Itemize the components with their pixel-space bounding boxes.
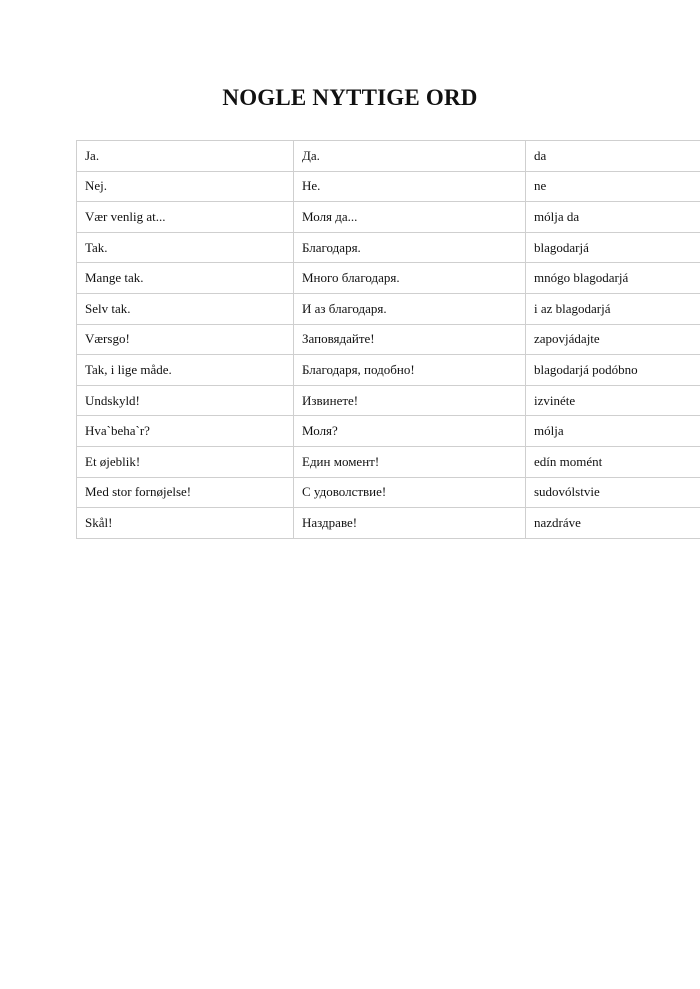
table-row xyxy=(77,324,700,355)
table-row xyxy=(77,293,700,324)
danish-cell: Værsgo! xyxy=(77,324,294,355)
table-row xyxy=(77,446,700,477)
bulgarian-cell: Да. xyxy=(294,141,526,172)
transliteration-cell: nazdráve xyxy=(526,508,700,539)
bulgarian-cell: Моля да... xyxy=(294,202,526,233)
bulgarian-cell: Благодаря. xyxy=(294,232,526,263)
table-row xyxy=(77,141,700,172)
transliteration-cell: da xyxy=(526,141,700,172)
bulgarian-cell: Извинете! xyxy=(294,385,526,416)
transliteration-cell: zapovjádajte xyxy=(526,324,700,355)
danish-cell: Et øjeblik! xyxy=(77,446,294,477)
transliteration-cell: blagodarjá podóbno xyxy=(526,355,700,386)
danish-cell: Tak, i lige måde. xyxy=(77,355,294,386)
transliteration-cell: izvinéte xyxy=(526,385,700,416)
table-row xyxy=(77,355,700,386)
transliteration-cell: mólja xyxy=(526,416,700,447)
bulgarian-cell: Един момент! xyxy=(294,446,526,477)
danish-cell: Med stor fornøjelse! xyxy=(77,477,294,508)
danish-cell: Mange tak. xyxy=(77,263,294,294)
table-row xyxy=(77,385,700,416)
bulgarian-cell: Много благодаря. xyxy=(294,263,526,294)
page-title: NOGLE NYTTIGE ORD xyxy=(222,85,478,110)
bulgarian-cell: Не. xyxy=(294,171,526,202)
danish-cell: Nej. xyxy=(77,171,294,202)
bulgarian-cell: Наздраве! xyxy=(294,508,526,539)
transliteration-cell: ne xyxy=(526,171,700,202)
table-row xyxy=(77,263,700,294)
table-row xyxy=(77,416,700,447)
phrase-table xyxy=(76,140,700,539)
danish-cell: Tak. xyxy=(77,232,294,263)
danish-cell: Selv tak. xyxy=(77,293,294,324)
transliteration-cell: mólja da xyxy=(526,202,700,233)
table-row xyxy=(77,477,700,508)
danish-cell: Ja. xyxy=(77,141,294,172)
transliteration-cell: i az blagodarjá xyxy=(526,293,700,324)
table-row xyxy=(77,232,700,263)
danish-cell: Hva`beha`r? xyxy=(77,416,294,447)
transliteration-cell: mnógo blagodarjá xyxy=(526,263,700,294)
transliteration-cell: blagodarjá xyxy=(526,232,700,263)
transliteration-cell: edín momént xyxy=(526,446,700,477)
danish-cell: Vær venlig at... xyxy=(77,202,294,233)
danish-cell: Undskyld! xyxy=(77,385,294,416)
danish-cell: Skål! xyxy=(77,508,294,539)
table-row xyxy=(77,202,700,233)
table-row xyxy=(77,508,700,539)
transliteration-cell: sudovólstvie xyxy=(526,477,700,508)
bulgarian-cell: Заповядайте! xyxy=(294,324,526,355)
bulgarian-cell: С удоволствие! xyxy=(294,477,526,508)
bulgarian-cell: Моля? xyxy=(294,416,526,447)
bulgarian-cell: И аз благодаря. xyxy=(294,293,526,324)
bulgarian-cell: Благодаря, подобно! xyxy=(294,355,526,386)
table-row xyxy=(77,171,700,202)
